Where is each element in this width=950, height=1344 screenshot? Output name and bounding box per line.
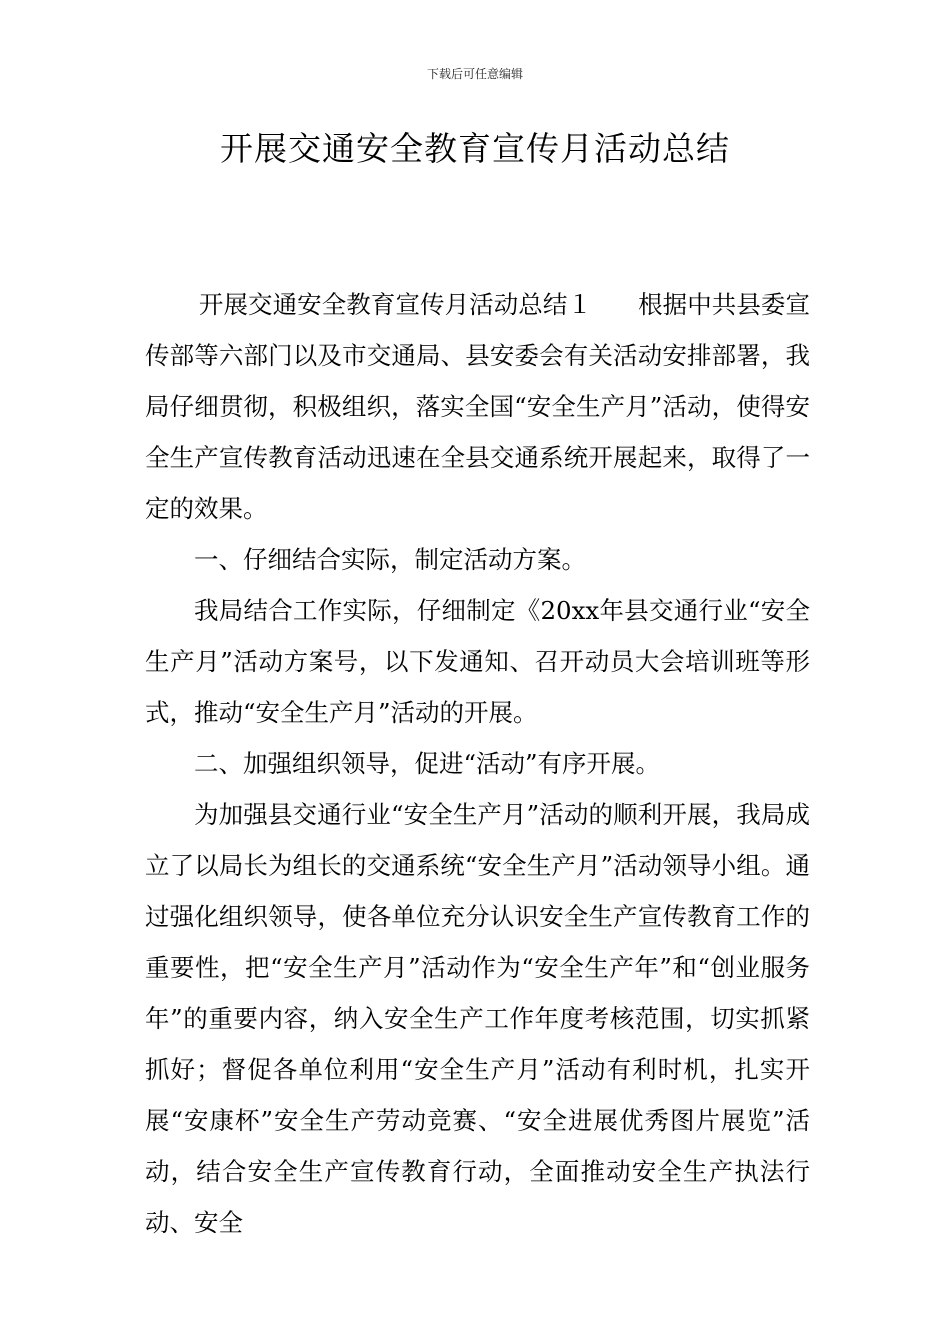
paragraph-1-lead: 开展交通安全教育宣传月活动总结１ <box>198 290 593 319</box>
document-body <box>145 279 810 1248</box>
paragraph-1-text: 根据中共县委宣传部等六部门以及市交通局、县安委会有关活动安排部署，我局仔细贯彻，积极组织，落实全国“安全生产月”活动，使得安全生产宣传教育活动迅速在全县交通系统开展起来，取得了一定的效果。 <box>145 290 811 523</box>
paragraph-3: 我局结合工作实际，仔细制定《20xx年县交通行业“安全生产月”活动方案号，以下发通知、召开动员大会培训班等形式，推动“安全生产月”活动的开展。 <box>145 596 810 727</box>
paragraph-2: 一、仔细结合实际，制定活动方案。 <box>194 545 586 574</box>
paragraph-5: 为加强县交通行业“安全生产月”活动的顺利开展，我局成立了以局长为组长的交通系统“安全生产月”活动领导小组。通过强化组织领导，使各单位充分认识安全生产宣传教育工作的重要性，把“安全生产月”活动作为“安全生产年”和“创业服务年”的重要内容，纳入安全生产工作年度考核范围，切实抓紧抓好；督促各单位利用“安全生产月”活动有利时机，扎实开展“安康杯”安全生产劳动竞赛、“安全进展优秀图片展览”活动，结合安全生产宣传教育行动，全面推动安全生产执法行动、安全 <box>145 800 810 1237</box>
paragraph-4: 二、加强组织领导，促进“活动”有序开展。 <box>194 749 661 778</box>
paragraph-1 <box>145 279 810 534</box>
document-title: 开展交通安全教育宣传月活动总结 <box>220 129 730 168</box>
header-note: 下载后可任意编辑 <box>426 67 523 81</box>
